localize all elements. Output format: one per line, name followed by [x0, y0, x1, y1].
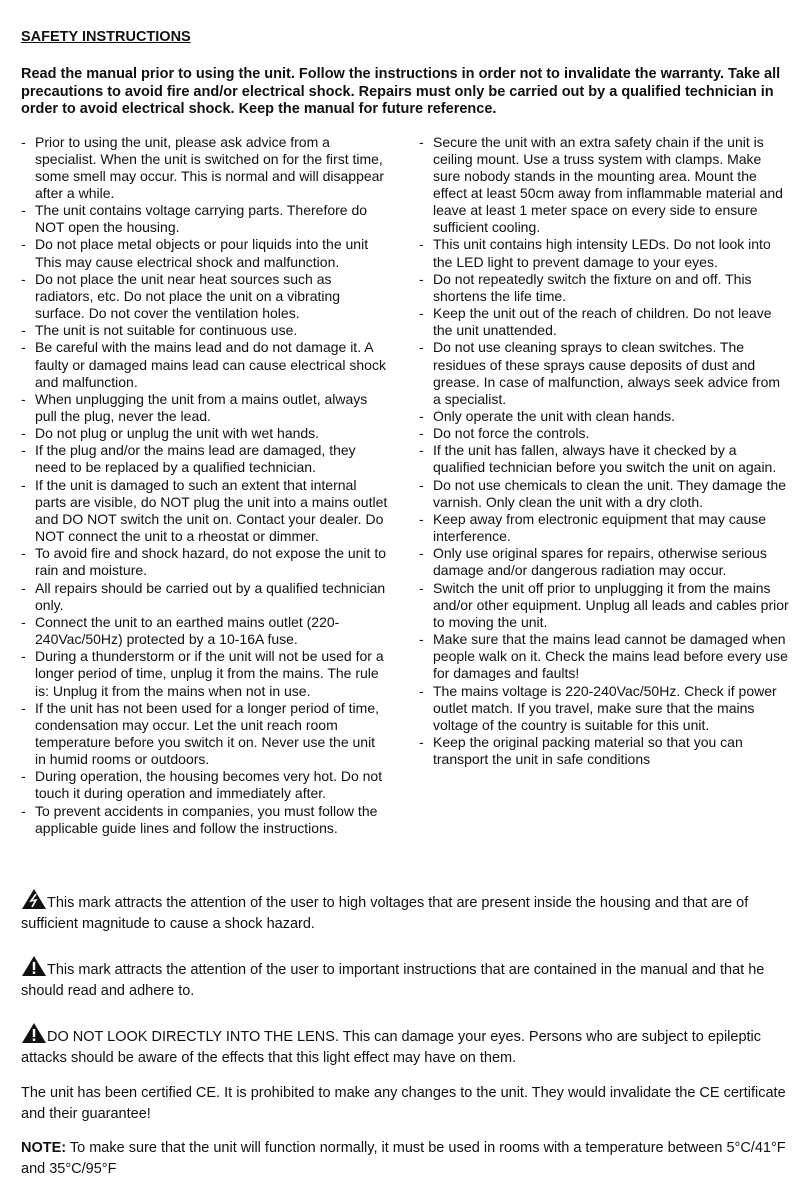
note-text: To make sure that the unit will function normally, it must be used in rooms with a temperature between 5°C/41°F and 35°C/95°F — [21, 1140, 786, 1177]
instruction-item: - This unit contains high intensity LEDs. Do not look into the LED light to prevent damage to your eyes. — [419, 236, 789, 270]
instruction-item: - Make sure that the mains lead cannot be damaged when people walk on it. Check the mains lead before every use for damages and faults! — [419, 631, 789, 682]
instruction-item: - If the plug and/or the mains lead are damaged, they need to be replaced by a qualified technician. — [21, 442, 389, 476]
instruction-item: - If the unit is damaged to such an extent that internal parts are visible, do NOT plug the unit into a mains outlet and DO NOT switch the unit on. Contact your dealer. Do NOT connect the unit to a rheostat or dimmer. — [21, 477, 389, 546]
instruction-item: - During operation, the housing becomes very hot. Do not touch it during operation and immediately after. — [21, 768, 389, 802]
instruction-item: - Do not plug or unplug the unit with wet hands. — [21, 425, 389, 442]
instruction-item: - Only operate the unit with clean hands. — [419, 408, 789, 425]
high-voltage-note — [21, 888, 789, 934]
instruction-item: - If the unit has fallen, always have it checked by a qualified technician before you switch the unit on again. — [419, 442, 789, 476]
instruction-item: - Only use original spares for repairs, otherwise serious damage and/or dangerous radiation may occur. — [419, 545, 789, 579]
instruction-item: - When unplugging the unit from a mains outlet, always pull the plug, never the lead. — [21, 391, 389, 425]
instruction-item: - Do not force the controls. — [419, 425, 789, 442]
temperature-note — [21, 1138, 789, 1179]
right-column — [419, 134, 789, 837]
intro-paragraph: Read the manual prior to using the unit. Follow the instructions in order not to invalidate the warranty. Take all precautions to avoid fire and/or electrical shock. Repairs must only be carried out by a qualified technician in order to avoid electrical shock. Keep the manual for future reference. — [21, 66, 781, 117]
instruction-item: - The unit contains voltage carrying parts. Therefore do NOT open the housing. — [21, 202, 389, 236]
instruction-item: - Connect the unit to an earthed mains outlet (220-240Vac/50Hz) protected by a 10-16A fuse. — [21, 614, 389, 648]
instruction-item: - Be careful with the mains lead and do not damage it. A faulty or damaged mains lead can cause electrical shock and malfunction. — [21, 339, 389, 390]
instruction-item: - To avoid fire and shock hazard, do not expose the unit to rain and moisture. — [21, 545, 389, 579]
instruction-item: - Do not repeatedly switch the fixture on and off. This shortens the life time. — [419, 271, 789, 305]
high-voltage-warning-icon — [21, 888, 47, 910]
instruction-item: - The unit is not suitable for continuous use. — [21, 322, 389, 339]
instruction-item: - Keep the original packing material so that you can transport the unit in safe conditions — [419, 734, 789, 768]
instruction-item: - Prior to using the unit, please ask advice from a specialist. When the unit is switched on for the first time, some smell may occur. This is normal and will disappear after a while. — [21, 134, 389, 203]
safety-instructions-page — [21, 28, 789, 837]
instruction-item: - During a thunderstorm or if the unit will not be used for a longer period of time, unplug it from the mains. The rule is: Unplug it from the mains when not in use. — [21, 648, 389, 699]
page-title: SAFETY INSTRUCTIONS — [21, 29, 191, 45]
instruction-item: - All repairs should be carried out by a qualified technician only. — [21, 580, 389, 614]
instructions-note — [21, 955, 789, 1001]
instruction-item: - Keep away from electronic equipment that may cause interference. — [419, 511, 789, 545]
instruction-item: - Do not place metal objects or pour liquids into the unit This may cause electrical shock and malfunction. — [21, 236, 389, 270]
ce-certification-note: The unit has been certified CE. It is prohibited to make any changes to the unit. They would invalidate the CE certificate and their guarantee! — [21, 1085, 786, 1122]
lens-note — [21, 1022, 789, 1068]
warning-notes — [21, 888, 789, 1179]
instructions-note-text: This mark attracts the attention of the user to important instructions that are contained in the manual and that he should read and adhere to. — [21, 962, 765, 999]
instruction-item: - To prevent accidents in companies, you must follow the applicable guide lines and follow the instructions. — [21, 803, 389, 837]
left-column — [21, 134, 389, 837]
instruction-item: - If the unit has not been used for a longer period of time, condensation may occur. Let the unit reach room temperature before you switch it on. Never use the unit in humid rooms or outdoors. — [21, 700, 389, 769]
instruction-item: - Do not place the unit near heat sources such as radiators, etc. Do not place the unit on a vibrating surface. Do not cover the ventilation holes. — [21, 271, 389, 322]
caution-warning-icon — [21, 955, 47, 977]
note-label: NOTE: — [21, 1140, 67, 1156]
lens-note-text: DO NOT LOOK DIRECTLY INTO THE LENS. This can damage your eyes. Persons who are subject to epileptic attacks should be aware of the effects that this light effect may have on them. — [21, 1029, 762, 1066]
lens-caution-warning-icon — [21, 1022, 47, 1044]
instruction-item: - Keep the unit out of the reach of children. Do not leave the unit unattended. — [419, 305, 789, 339]
instruction-item: - Secure the unit with an extra safety chain if the unit is ceiling mount. Use a truss system with clamps. Make sure nobody stands in the mounting area. Mount the effect at least 50cm away from inflammable material and leave at least 1 meter space on every side to ensure sufficient cooling. — [419, 134, 789, 237]
high-voltage-note-text: This mark attracts the attention of the user to high voltages that are present inside the housing and that are of sufficient magnitude to cause a shock hazard. — [21, 895, 749, 932]
right-instruction-list — [419, 134, 789, 769]
instruction-item: - The mains voltage is 220-240Vac/50Hz. Check if power outlet match. If you travel, make sure that the mains voltage of the country is suitable for this unit. — [419, 683, 789, 734]
instruction-item: - Switch the unit off prior to unplugging it from the mains and/or other equipment. Unplug all leads and cables prior to moving the unit. — [419, 580, 789, 631]
instructions-columns — [21, 134, 789, 837]
instruction-item: - Do not use cleaning sprays to clean switches. The residues of these sprays cause deposits of dust and grease. In case of malfunction, always seek advice from a specialist. — [419, 339, 789, 408]
instruction-item: - Do not use chemicals to clean the unit. They damage the varnish. Only clean the unit with a dry cloth. — [419, 477, 789, 511]
left-instruction-list — [21, 134, 389, 837]
